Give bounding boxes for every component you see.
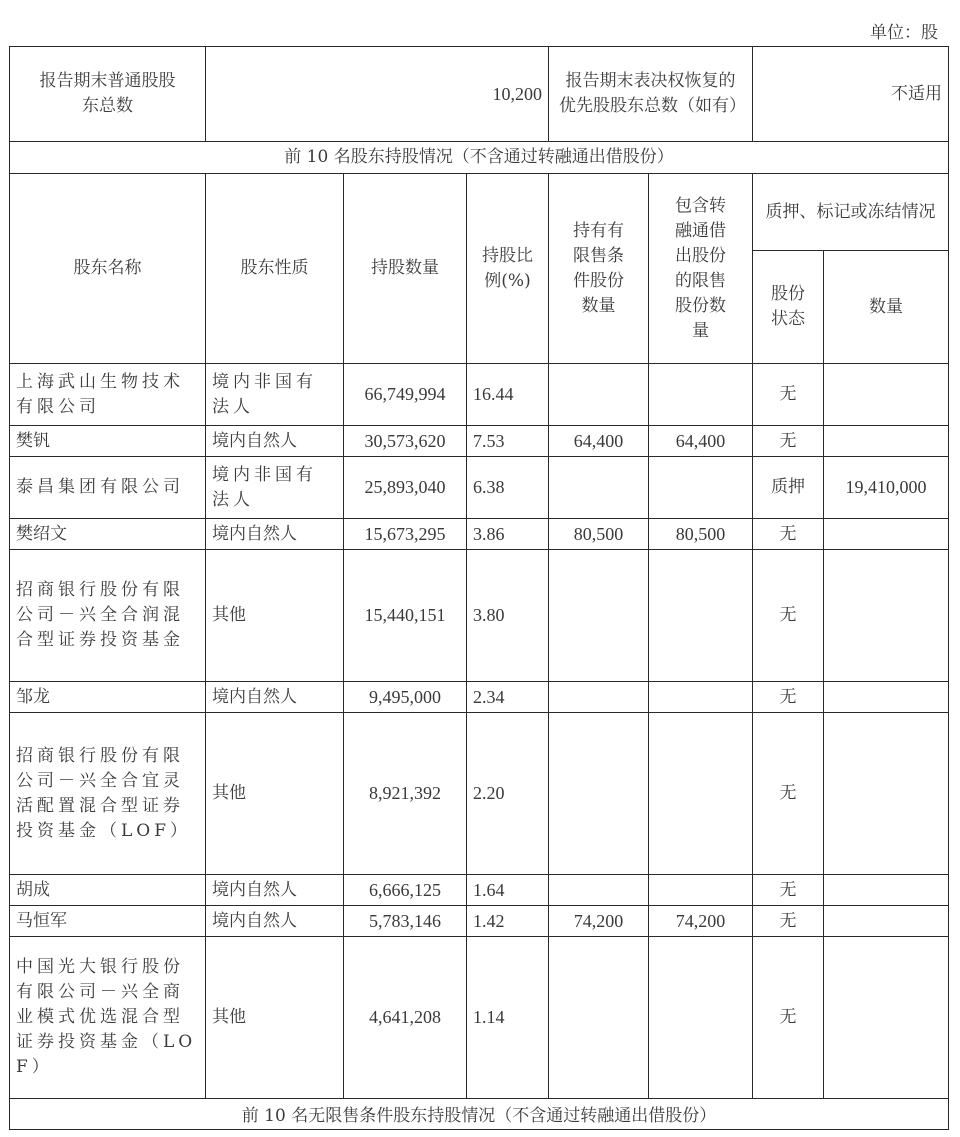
pledge-amount <box>824 550 949 682</box>
shareholder-nature: 境内自然人 <box>206 875 344 906</box>
pledge-amount <box>824 364 949 426</box>
shareholder-nature: 境内自然人 <box>206 519 344 550</box>
shareholder-name: 招商银行股份有限公司－兴全合润混合型证券投资基金 <box>10 550 206 682</box>
pledge-status: 无 <box>753 713 824 875</box>
shareholder-name: 泰昌集团有限公司 <box>10 457 206 519</box>
shareholder-table <box>9 46 949 1130</box>
table-row <box>10 713 949 875</box>
shares-held: 5,783,146 <box>344 906 467 937</box>
restricted-shares: 74,200 <box>549 906 649 937</box>
table-row <box>10 875 949 906</box>
shares-held: 66,749,994 <box>344 364 467 426</box>
table-row <box>10 457 949 519</box>
shareholder-name: 招商银行股份有限公司－兴全合宜灵活配置混合型证券投资基金（LOF） <box>10 713 206 875</box>
header-name: 股东名称 <box>10 174 206 364</box>
shareholder-nature: 境内自然人 <box>206 682 344 713</box>
restricted-incl-lent <box>649 682 753 713</box>
shareholder-name: 胡成 <box>10 875 206 906</box>
restricted-shares <box>549 682 649 713</box>
shares-held: 25,893,040 <box>344 457 467 519</box>
restricted-shares <box>549 457 649 519</box>
restricted-shares: 64,400 <box>549 426 649 457</box>
holding-ratio: 1.14 <box>467 937 549 1099</box>
pledge-status: 无 <box>753 875 824 906</box>
header-shares: 持股数量 <box>344 174 467 364</box>
shareholder-nature: 其他 <box>206 550 344 682</box>
restricted-incl-lent <box>649 550 753 682</box>
pledge-amount <box>824 426 949 457</box>
restricted-incl-lent <box>649 875 753 906</box>
table-row <box>10 906 949 937</box>
pledge-amount: 19,410,000 <box>824 457 949 519</box>
shares-held: 6,666,125 <box>344 875 467 906</box>
shares-held: 15,440,151 <box>344 550 467 682</box>
restricted-incl-lent: 80,500 <box>649 519 753 550</box>
pledge-status: 无 <box>753 550 824 682</box>
header-nature: 股东性质 <box>206 174 344 364</box>
pledge-status: 无 <box>753 682 824 713</box>
pledge-amount <box>824 875 949 906</box>
restricted-incl-lent: 64,400 <box>649 426 753 457</box>
pledge-status: 无 <box>753 364 824 426</box>
restricted-incl-lent <box>649 713 753 875</box>
holding-ratio: 16.44 <box>467 364 549 426</box>
header-pledge-status: 股份状态 <box>753 251 824 364</box>
pledge-amount <box>824 906 949 937</box>
top10-section-title: 前 10 名股东持股情况（不含通过转融通出借股份） <box>10 142 949 174</box>
header-pledge-group: 质押、标记或冻结情况 <box>753 174 949 251</box>
holding-ratio: 6.38 <box>467 457 549 519</box>
section-title-row <box>10 142 949 174</box>
pledge-status: 无 <box>753 426 824 457</box>
holding-ratio: 1.64 <box>467 875 549 906</box>
shareholder-nature: 境内非国有法人 <box>206 364 344 426</box>
restricted-incl-lent: 74,200 <box>649 906 753 937</box>
holding-ratio: 2.20 <box>467 713 549 875</box>
pledge-status: 无 <box>753 937 824 1099</box>
preferred-holders-label: 报告期末表决权恢复的优先股股东总数（如有） <box>549 47 753 142</box>
pledge-status: 无 <box>753 906 824 937</box>
unit-label: 单位：股 <box>870 23 938 43</box>
summary-row <box>10 47 949 142</box>
pledge-amount <box>824 713 949 875</box>
shareholder-nature: 境内自然人 <box>206 426 344 457</box>
table-row <box>10 519 949 550</box>
shares-held: 15,673,295 <box>344 519 467 550</box>
table-row <box>10 937 949 1099</box>
restricted-shares <box>549 364 649 426</box>
pledge-amount <box>824 519 949 550</box>
holding-ratio: 1.42 <box>467 906 549 937</box>
restricted-shares <box>549 713 649 875</box>
table-row <box>10 682 949 713</box>
table-row <box>10 550 949 682</box>
shareholder-nature: 境内自然人 <box>206 906 344 937</box>
header-row-1 <box>10 174 949 251</box>
next-section-row <box>10 1099 949 1130</box>
shareholder-name: 马恒军 <box>10 906 206 937</box>
header-ratio: 持股比例(%) <box>467 174 549 364</box>
holding-ratio: 2.34 <box>467 682 549 713</box>
table-row <box>10 426 949 457</box>
restricted-shares <box>549 550 649 682</box>
common-holders-label: 报告期末普通股股东总数 <box>10 47 206 142</box>
pledge-amount <box>824 937 949 1099</box>
shareholder-nature: 境内非国有法人 <box>206 457 344 519</box>
shareholder-name: 上海武山生物技术有限公司 <box>10 364 206 426</box>
preferred-holders-value: 不适用 <box>753 47 949 142</box>
shareholder-name: 中国光大银行股份有限公司－兴全商业模式优选混合型证券投资基金（LOF） <box>10 937 206 1099</box>
shareholder-name: 樊钒 <box>10 426 206 457</box>
pledge-status: 无 <box>753 519 824 550</box>
holding-ratio: 3.80 <box>467 550 549 682</box>
shares-held: 8,921,392 <box>344 713 467 875</box>
shareholder-name: 樊绍文 <box>10 519 206 550</box>
shares-held: 4,641,208 <box>344 937 467 1099</box>
table-row <box>10 364 949 426</box>
pledge-amount <box>824 682 949 713</box>
header-restricted-incl-lent: 包含转融通借出股份的限售股份数量 <box>649 174 753 364</box>
header-pledge-amount: 数量 <box>824 251 949 364</box>
restricted-incl-lent <box>649 457 753 519</box>
shares-held: 9,495,000 <box>344 682 467 713</box>
shareholder-nature: 其他 <box>206 937 344 1099</box>
restricted-incl-lent <box>649 937 753 1099</box>
next-section-title: 前 10 名无限售条件股东持股情况（不含通过转融通出借股份） <box>10 1099 949 1130</box>
holding-ratio: 3.86 <box>467 519 549 550</box>
restricted-shares <box>549 875 649 906</box>
restricted-shares <box>549 937 649 1099</box>
holding-ratio: 7.53 <box>467 426 549 457</box>
restricted-incl-lent <box>649 364 753 426</box>
shares-held: 30,573,620 <box>344 426 467 457</box>
restricted-shares: 80,500 <box>549 519 649 550</box>
shareholder-name: 邹龙 <box>10 682 206 713</box>
common-holders-value: 10,200 <box>206 47 549 142</box>
pledge-status: 质押 <box>753 457 824 519</box>
header-restricted: 持有有限售条件股份数量 <box>549 174 649 364</box>
shareholder-nature: 其他 <box>206 713 344 875</box>
